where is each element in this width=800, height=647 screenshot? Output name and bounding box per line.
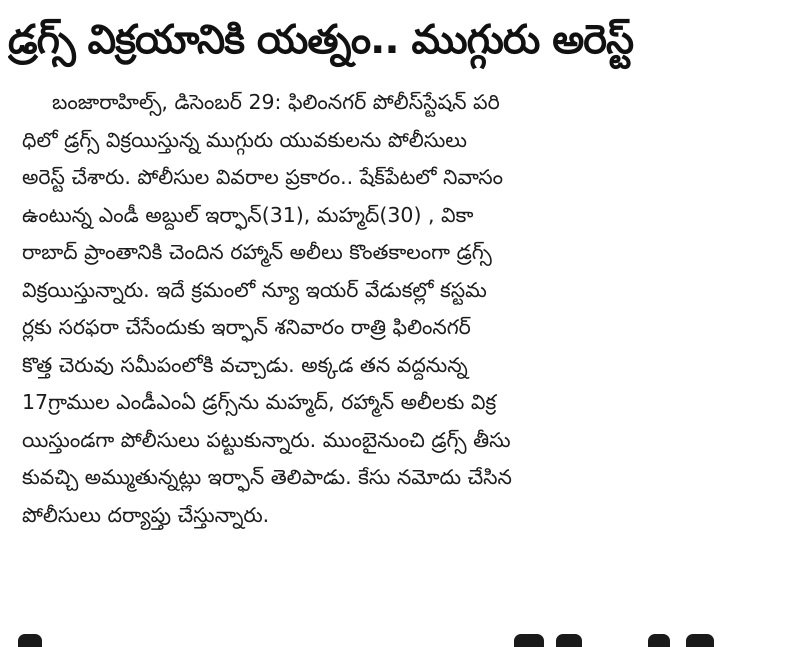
- body-line: రాబాద్ ప్రాంతానికి చెందిన రహ్మాన్ అలీలు కొంతకాలంగా డ్రగ్స్: [22, 240, 492, 264]
- body-line: పోలీసులు దర్యాప్తు చేస్తున్నారు.: [22, 502, 270, 527]
- body-line: ధిలో డ్రగ్స్ విక్రయిస్తున్న ముగ్గురు యువకులను పోలీసులు: [22, 127, 467, 152]
- body-line: కొత్త చెరువు సమీపంలోకి వచ్చాడు. అక్కడ తన వద్దనున్న: [22, 352, 468, 377]
- glyph-fragment: [686, 634, 714, 647]
- next-article-headline-fragment: [8, 628, 792, 647]
- news-article: [8, 0, 792, 647]
- article-body: [22, 84, 734, 534]
- body-line: బంజారాహిల్స్, డిసెంబర్ 29: ఫిలింనగర్ పోలీస్‌స్టేషన్ పరి: [52, 90, 500, 114]
- glyph-fragment: [18, 634, 42, 647]
- body-line: కువచ్చి అమ్ముతున్నట్లు ఇర్ఫాన్ తెలిపాడు. కేసు నమోదు చేసిన: [22, 465, 512, 489]
- body-line: ఉంటున్న ఎండీ అబ్దుల్ ఇర్ఫాన్(31), మహ్మద్(30) , వికా: [22, 202, 474, 227]
- glyph-fragment: [514, 634, 544, 647]
- body-line: విక్రయిస్తున్నారు. ఇదే క్రమంలో న్యూ ఇయర్ వేడుకల్లో కస్టమ: [22, 277, 487, 302]
- body-line: యిస్తుండగా పోలీసులు పట్టుకున్నారు. ముంబైనుంచి డ్రగ్స్ తీసు: [22, 427, 511, 452]
- article-headline: డ్రగ్స్ విక్రయానికి యత్నం.. ముగ్గురు అరెస్ట్: [8, 17, 634, 63]
- body-line: ర్లకు సరఫరా చేసేందుకు ఇర్ఫాన్ శనివారం రాత్రి ఫిలింనగర్: [22, 315, 471, 339]
- body-line: 17గ్రాముల ఎండీఎంఏ డ్రగ్స్‌ను మహ్మద్, రహ్మాన్ అలీలకు విక్ర: [22, 390, 497, 414]
- body-line: అరెస్ట్ చేశారు. పోలీసుల వివరాల ప్రకారం.. షేక్‌పేటలో నివాసం: [22, 165, 504, 189]
- glyph-fragment: [556, 634, 582, 647]
- glyph-fragment: [648, 634, 670, 647]
